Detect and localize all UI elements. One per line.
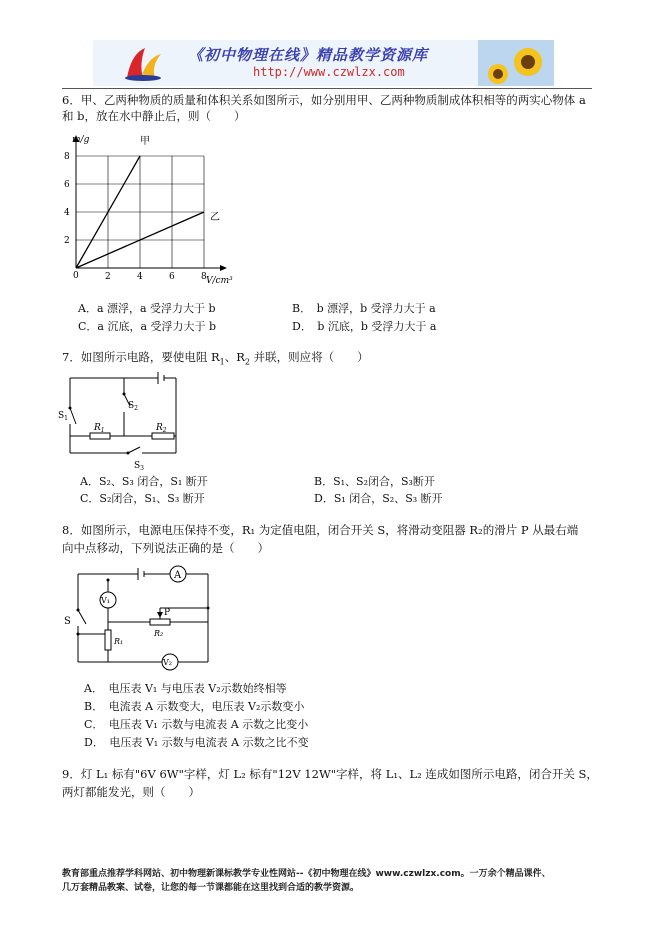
q8-rheostat-r2 <box>150 619 170 625</box>
x-axis-label: V/cm³ <box>206 276 233 286</box>
x-tick-label: 4 <box>137 272 143 282</box>
site-logo <box>121 44 169 82</box>
q7-circuit-diagram <box>58 368 188 472</box>
chart-grid <box>76 156 204 268</box>
y-axis-label: m/g <box>72 135 90 145</box>
q7-label-s3: $S_3$ <box>134 461 144 472</box>
q8-label-p: P <box>164 608 171 618</box>
q6-stem-line2: 和 b，放在水中静止后，则（ ） <box>62 109 246 123</box>
q8-label-a: A <box>174 570 182 581</box>
q7-label-s2: $S_2$ <box>128 401 138 412</box>
q8-option-a[interactable]: A． 电压表 V₁ 与电压表 V₂示数始终相等 <box>84 682 287 695</box>
x-tick-label: 2 <box>105 272 111 282</box>
q6-stem-line1: 6．甲、乙两种物质的质量和体积关系如图所示，如分别用甲、乙两种物质制成体积相等的两实心物体 a <box>62 93 586 107</box>
q6-option-c[interactable]: C．a 沉底，a 受浮力大于 b <box>78 320 217 333</box>
q8-circuit-diagram <box>58 562 218 672</box>
q7-option-a[interactable]: A．S₂、S₃ 闭合，S₁ 断开 <box>80 475 208 488</box>
q8-label-s: S <box>64 616 71 627</box>
q8-label-r2: R₂ <box>154 629 164 638</box>
q6-option-a[interactable]: A．a 漂浮，a 受浮力大于 b <box>78 302 216 315</box>
q8-stem-line2: 向中点移动，下列说法正确的是（ ） <box>62 541 269 555</box>
origin-label: 0 <box>73 271 79 281</box>
y-tick-label: 6 <box>64 180 70 190</box>
q8-stem-line1: 8．如图所示，电源电压保持不变，R₁ 为定值电阻，闭合开关 S，将滑动变阻器 R₂的滑片 P 从最右端 <box>62 523 579 537</box>
q8-option-d[interactable]: D． 电压表 V₁ 示数与电流表 A 示数之比不变 <box>84 736 309 749</box>
header-rule <box>62 88 592 89</box>
q7-label-r1: $R_1$ <box>94 423 105 434</box>
q6-option-d[interactable]: D． b 沉底，b 受浮力大于 a <box>292 320 437 333</box>
footer-line2: 几万套精品教案、试卷，让您的每一节课都能在这里找到合适的教学资源。 <box>62 883 360 893</box>
sunflower-image <box>478 40 554 86</box>
q8-label-v2: V₂ <box>163 658 172 667</box>
series-label-jia: 甲 <box>140 136 150 147</box>
x-tick-label: 8 <box>201 272 207 282</box>
q6-option-b[interactable]: B． b 漂浮，b 受浮力大于 a <box>292 302 436 315</box>
series-label-yi: 乙 <box>210 212 220 223</box>
q7-stem: 7．如图所示电路，要使电阻 $R_1$、$R_2$ 并联，则应将（ ） <box>62 350 369 367</box>
banner-url: http://www.czwlzx.com <box>253 65 405 79</box>
q7-option-b[interactable]: B．S₁、S₂闭合，S₃断开 <box>314 475 435 488</box>
y-tick-label: 4 <box>64 208 70 218</box>
q7-option-d[interactable]: D．S₁ 闭合，S₂、S₃ 断开 <box>314 492 443 505</box>
q7-label-r2: $R_2$ <box>156 423 167 434</box>
q6-chart <box>60 128 260 296</box>
q8-resistor-r1 <box>105 630 111 650</box>
q7-option-c[interactable]: C．S₂闭合，S₁、S₃ 断开 <box>80 492 205 505</box>
x-tick-label: 6 <box>169 272 175 282</box>
y-tick-label: 2 <box>64 236 70 246</box>
q8-slider-arrow <box>157 612 163 618</box>
q8-label-v1: V₁ <box>101 596 110 605</box>
y-tick-label: 8 <box>64 152 70 162</box>
x-axis-arrow <box>220 265 227 271</box>
q8-label-r1: R₁ <box>114 637 124 646</box>
q9-stem-line2: 两灯都能发光，则（ ） <box>62 785 200 799</box>
q8-option-b[interactable]: B． 电流表 A 示数变大，电压表 V₂示数变小 <box>84 700 305 713</box>
q9-stem-line1: 9．灯 L₁ 标有"6V 6W"字样，灯 L₂ 标有"12V 12W"字样，将 L₁、L₂ 连成如图所示电路，闭合开关 S， <box>62 767 598 781</box>
q7-label-s1: $S_1$ <box>58 411 68 422</box>
q8-option-c[interactable]: C． 电压表 V₁ 示数与电流表 A 示数之比变小 <box>84 718 309 731</box>
banner-title: 《初中物理在线》精品教学资源库 <box>188 46 429 64</box>
footer-line1: 教育部重点推荐学科网站、初中物理新课标教学专业性网站--《初中物理在线》www.czwlzx.com。一万余个精品课件、 <box>62 869 551 879</box>
header-banner <box>93 40 554 86</box>
